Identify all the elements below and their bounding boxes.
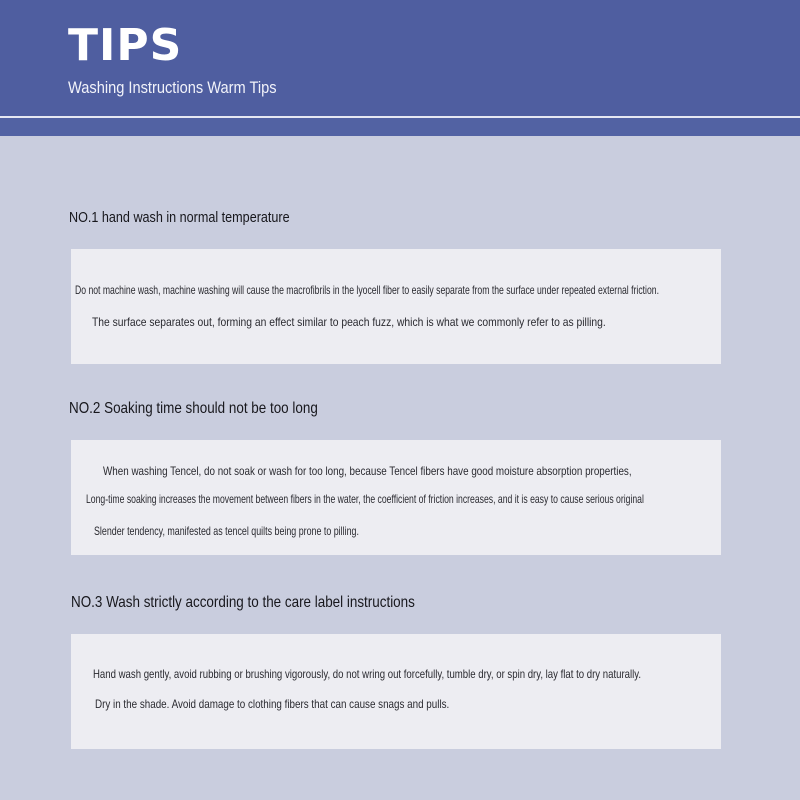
tip-3-line-1: Hand wash gently, avoid rubbing or brushing vigorously, do not wring out forcefully, tumble dry, or spin dry, lay flat to dry naturally. [93,667,642,681]
header-banner [0,0,800,116]
section-heading-3: NO.3 Wash strictly according to the care label instructions [71,594,415,611]
section-heading-1: NO.1 hand wash in normal temperature [69,209,290,226]
tip-1-line-2: The surface separates out, forming an effect similar to peach fuzz, which is what we commonly refer to as pilling. [92,315,606,329]
tip-2-line-2: Long-time soaking increases the movement between fibers in the water, the coefficient of friction increases, and it is easy to cause serious original [86,492,644,506]
tip-card-2 [71,440,721,555]
tip-card-1 [71,249,721,364]
tip-2-line-1: When washing Tencel, do not soak or wash for too long, because Tencel fibers have good moisture absorption properties, [103,464,632,478]
section-heading-2: NO.2 Soaking time should not be too long [69,400,318,417]
tip-3-line-2: Dry in the shade. Avoid damage to clothing fibers that can cause snags and pulls. [95,697,450,711]
page-subtitle: Washing Instructions Warm Tips [68,78,277,97]
header-lower-band [0,118,800,136]
tip-1-line-1: Do not machine wash, machine washing will cause the macrofibrils in the lyocell fiber to easily separate from the surface under repeated external friction. [75,283,659,297]
page-title: TIPS [68,20,183,71]
tip-card-3 [71,634,721,749]
tip-2-line-3: Slender tendency, manifested as tencel quilts being prone to pilling. [94,524,359,538]
